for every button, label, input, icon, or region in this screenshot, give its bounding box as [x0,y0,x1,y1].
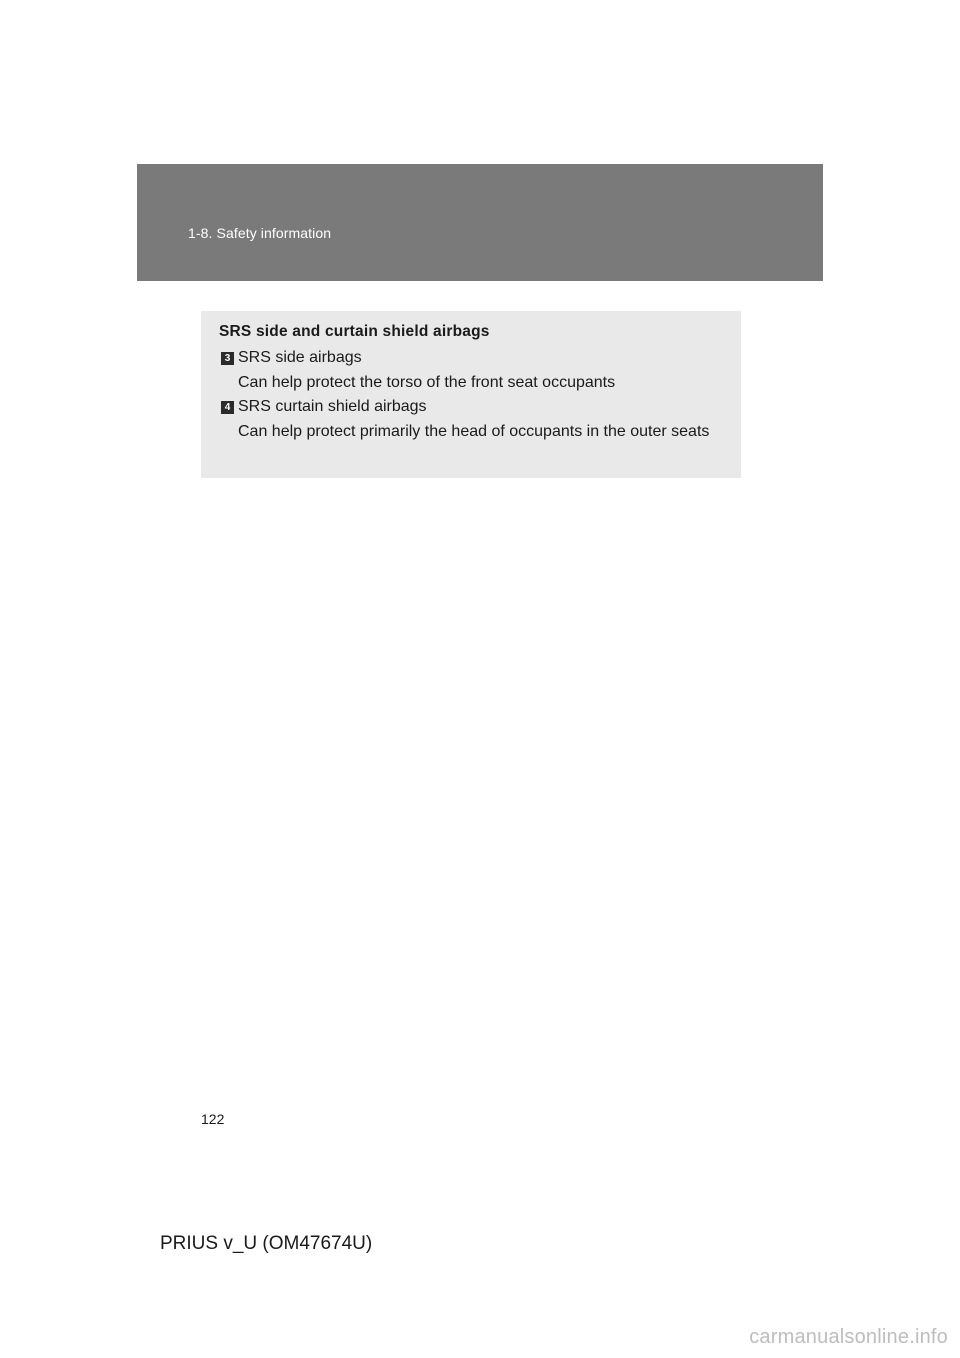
section-title: 1-8. Safety information [188,225,332,241]
item-title: SRS curtain shield airbags [238,398,427,415]
watermark: carmanualsonline.info [749,1326,948,1348]
item-description: Can help protect primarily the head of occupants in the outer seats [238,423,710,440]
item-description: Can help protect the torso of the front seat occupants [238,374,616,391]
item-title: SRS side airbags [238,349,362,366]
page-number: 122 [201,1111,225,1127]
info-box [201,311,741,478]
number-badge-icon: 3 [221,352,234,365]
document-id: PRIUS v_U (OM47674U) [160,1233,373,1254]
info-box-heading: SRS side and curtain shield airbags [219,323,490,340]
section-header-band [137,164,823,281]
number-badge-icon: 4 [221,401,234,414]
